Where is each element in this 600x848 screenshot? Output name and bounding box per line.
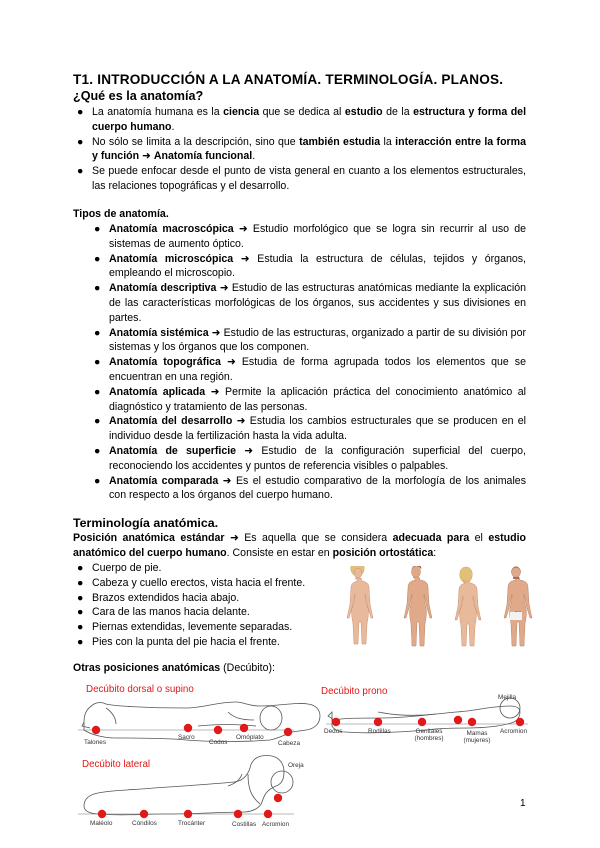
pressure-point <box>516 718 524 726</box>
bullet: ● <box>94 326 101 339</box>
position-item: ● Cuerpo de pie. <box>77 562 162 574</box>
prone-title: Decúbito prono <box>321 686 388 697</box>
point-label: Acromion <box>262 821 289 828</box>
arrow-icon: ➜ <box>211 326 221 339</box>
anatomy-type-name: Anatomía sistémica <box>109 326 209 339</box>
point-label: Costillas <box>232 821 257 828</box>
list-item: ● La anatomía humana es la ciencia que se dedica al estudio de la estructura y forma del cuerpo humano. <box>77 106 527 133</box>
arrow-icon: ➜ <box>236 415 246 428</box>
pressure-point <box>418 718 426 726</box>
bullet: ● <box>94 415 101 428</box>
point-label: Talones <box>84 739 107 746</box>
anatomy-type-item <box>94 385 526 415</box>
anatomy-type-description: Estudio de las estructuras anatómicas mediante la explicación de las características morfológicas de los órganos, sus accidentes y sus divisiones en partes. <box>109 282 526 324</box>
types-heading: Tipos de anatomía. <box>73 208 169 220</box>
pressure-point <box>454 716 462 724</box>
bullet: ● <box>94 444 101 457</box>
bullet: ● <box>77 165 84 178</box>
intro-list <box>77 105 527 194</box>
point-label: Acromion <box>500 728 527 735</box>
arrow-icon: ➜ <box>226 356 236 369</box>
arrow-icon: ➜ <box>238 223 248 235</box>
anatomy-type-name: Anatomía microscópica <box>109 252 234 265</box>
anatomy-type-item <box>94 444 526 474</box>
pressure-point <box>140 810 148 818</box>
anatomy-type-description: Permite la aplicación práctica del conocimiento anatómico al diagnóstico y tratamiento de las personas. <box>109 385 526 413</box>
arrow-icon: ➜ <box>142 150 151 163</box>
standard-position-paragraph: Posición anatómica estándar ➜ Es aquella que se considera adecuada para el estudio anatómico del cuerpo humano. Consiste en estar en posición ortostática: <box>73 532 526 559</box>
anatomy-type-item <box>94 326 526 356</box>
position-item: ● Piernas extendidas, levemente separadas. <box>77 621 293 634</box>
anatomy-type-name: Anatomía aplicada <box>109 385 206 398</box>
point-label: Cóndilos <box>132 820 157 827</box>
bullet: ● <box>94 282 101 295</box>
anatomy-type-name: Anatomía del desarrollo <box>109 415 233 428</box>
bullet: ● <box>94 356 101 369</box>
anatomy-type-description: Estudia de forma agrupada todos los elementos que se encuentran en una región. <box>109 356 526 383</box>
point-label: Dedos <box>324 728 343 735</box>
anatomical-position-figures <box>338 566 534 666</box>
point-label: Rodillas <box>368 728 391 735</box>
point-label: Omóplato <box>236 734 264 741</box>
pressure-point <box>234 810 242 818</box>
decubitus-diagram <box>78 682 530 832</box>
bullet: ● <box>77 606 84 619</box>
page-title: T1. INTRODUCCIÓN A LA ANATOMÍA. TERMINOLOGÍA. PLANOS. <box>73 72 504 87</box>
figure-female-front <box>347 566 373 644</box>
other-positions-heading: Otras posiciones anatómicas (Decúbito): <box>73 662 275 674</box>
bullet: ● <box>77 576 84 589</box>
point-label: Sacro <box>178 734 195 741</box>
anatomy-type-name: Anatomía de superficie <box>109 444 237 457</box>
figure-male-back <box>504 567 532 647</box>
bullet: ● <box>77 591 84 604</box>
pressure-point <box>240 724 248 732</box>
anatomy-type-description: Estudio morfológico que se logra sin recurrir al uso de sistemas de aumento óptico. <box>109 223 526 250</box>
point-label: Mamas (mujeres) <box>463 730 491 744</box>
position-item: ● Cara de las manos hacia delante. <box>77 606 250 619</box>
pressure-point <box>92 726 100 734</box>
position-item: ● Brazos extendidos hacia abajo. <box>77 591 240 604</box>
anatomy-type-description: Estudio de las estructuras, organizado a partir de su división por sistemas y los órganos que los componen. <box>109 326 526 354</box>
pressure-point <box>264 810 272 818</box>
pressure-points <box>78 682 530 832</box>
anatomy-type-item <box>94 222 526 252</box>
lateral-title: Decúbito lateral <box>82 759 151 770</box>
point-label: Maléolo <box>90 820 113 827</box>
anatomy-type-description: Estudio de la configuración superficial del cuerpo, reconociendo los accidentes y puntos de referencia visibles o palpables. <box>109 444 526 472</box>
point-label: Genitales (hombres) <box>414 728 444 742</box>
pressure-point <box>468 718 476 726</box>
position-list <box>77 561 332 650</box>
bullet: ● <box>94 474 101 487</box>
arrow-icon: ➜ <box>229 532 239 544</box>
anatomy-type-name: Anatomía comparada <box>109 474 219 487</box>
anatomy-type-item <box>94 281 526 325</box>
bullet: ● <box>77 621 84 634</box>
anatomy-type-item <box>94 474 526 504</box>
arrow-icon: ➜ <box>210 385 220 398</box>
pressure-point <box>332 718 340 726</box>
pressure-point <box>184 724 192 732</box>
pressure-point <box>184 810 192 818</box>
list-item: ● Se puede enfocar desde el punto de vista general en cuanto a los elementos estructurales, las relaciones topográficas y el desarrollo. <box>77 165 526 192</box>
section-question: ¿Qué es la anatomía? <box>73 89 204 103</box>
pressure-point <box>274 794 282 802</box>
pressure-point <box>214 726 222 734</box>
point-label: Codos <box>209 739 228 746</box>
arrow-icon: ➜ <box>244 444 254 457</box>
bullet: ● <box>94 385 101 398</box>
anatomy-type-item <box>94 355 526 385</box>
list-item: ● No sólo se limita a la descripción, sino que también estudia la interacción entre la forma y función ➜ Anatomía funcional. <box>77 135 526 163</box>
anatomy-type-description: Es el estudio comparativo de la morfología de los animales con respecto a los órganos del cuerpo humano. <box>109 474 526 502</box>
bullet: ● <box>94 252 101 265</box>
point-label: Mejilla <box>498 694 517 701</box>
pressure-point <box>374 718 382 726</box>
bullet: ● <box>77 135 84 148</box>
pressure-point <box>98 810 106 818</box>
arrow-icon: ➜ <box>222 474 232 487</box>
supine-title: Decúbito dorsal o supino <box>86 684 194 695</box>
anatomy-type-name: Anatomía macroscópica <box>109 223 234 235</box>
types-list <box>94 222 526 503</box>
anatomy-type-item <box>94 252 526 282</box>
figure-female-back <box>455 567 481 646</box>
point-label: Cabeza <box>278 740 301 747</box>
anatomy-type-name: Anatomía topográfica <box>109 356 221 369</box>
bullet: ● <box>77 635 84 648</box>
bullet: ● <box>77 106 84 118</box>
terminology-heading: Terminología anatómica. <box>73 516 219 530</box>
figure-male-front <box>404 566 432 646</box>
bullet: ● <box>94 223 101 235</box>
point-label: Oreja <box>288 762 304 769</box>
anatomy-type-name: Anatomía descriptiva <box>109 282 217 295</box>
page-number: 1 <box>520 798 526 809</box>
arrow-icon: ➜ <box>219 282 229 295</box>
anatomy-type-description: Estudia los cambios estructurales que se producen en el individuo desde la fertilización hasta la vida adulta. <box>109 415 526 443</box>
point-label: Trocánter <box>178 820 206 827</box>
position-item: ● Cabeza y cuello erectos, vista hacia el frente. <box>77 576 306 589</box>
bullet: ● <box>77 562 84 574</box>
pressure-point <box>284 728 292 736</box>
position-item: ● Pies con la punta del pie hacia el frente. <box>77 635 280 648</box>
arrow-icon: ➜ <box>240 252 250 265</box>
anatomy-type-item <box>94 414 526 444</box>
anatomy-type-description: Estudia la estructura de células, tejidos y órganos, empleando el microscopio. <box>109 252 526 280</box>
